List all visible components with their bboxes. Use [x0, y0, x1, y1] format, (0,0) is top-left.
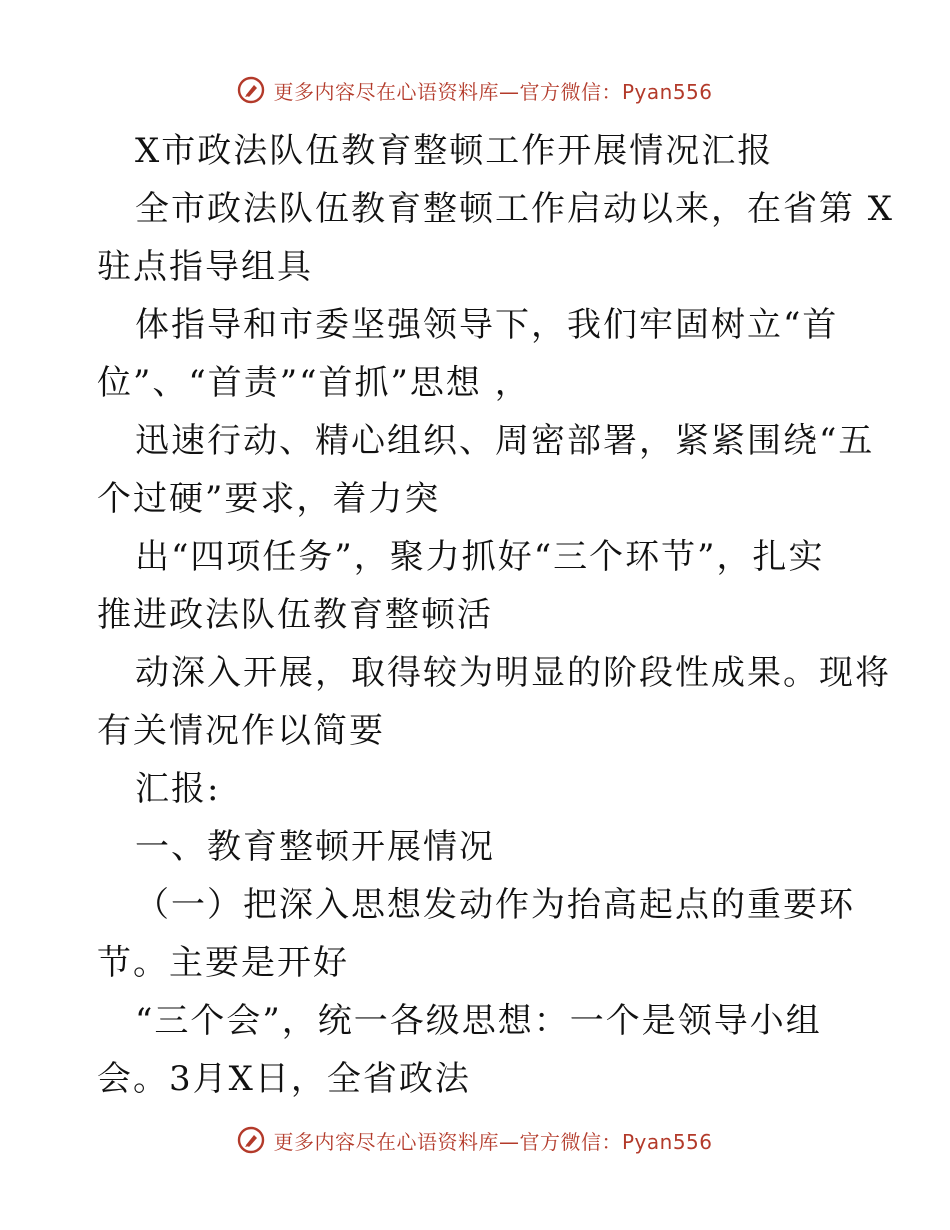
document-line: 动深入开展，取得较为明显的阶段性成果。现将	[135, 653, 891, 693]
document-line: X市政法队伍教育整顿工作开展情况汇报	[135, 131, 774, 171]
document-line: 会。3月X日，全省政法	[97, 1059, 471, 1099]
pen-nib-seal-icon	[237, 1126, 265, 1154]
document-line: “三个会”，统一各级思想：一个是领导小组	[135, 1001, 822, 1041]
watermark-banner-top	[0, 70, 950, 110]
document-line: 节。主要是开好	[97, 943, 349, 983]
document-line: 驻点指导组具	[97, 247, 313, 287]
document-line: 一、教育整顿开展情况	[135, 827, 495, 867]
pen-nib-seal-icon	[237, 76, 265, 104]
document-line: 汇报:	[135, 769, 221, 809]
wechat-id: Pyan556	[621, 79, 713, 104]
document-line: 全市政法队伍教育整顿工作启动以来，在省第 X	[135, 189, 895, 229]
document-line: 位”、“首责”“首抓”思想 ，	[97, 363, 531, 403]
document-line: 有关情况作以简要	[97, 711, 385, 751]
document-line: 出“四项任务”，聚力抓好“三个环节”，扎实	[135, 537, 825, 577]
document-line: 体指导和市委坚强领导下，我们牢固树立“首	[135, 305, 839, 345]
watermark-text: 更多内容尽在心语资料库—官方微信：Pyan556	[273, 79, 713, 104]
wechat-id: Pyan556	[621, 1129, 713, 1154]
document-line: 推进政法队伍教育整顿活	[97, 595, 493, 635]
document-line: 个过硬”要求，着力突	[97, 479, 441, 519]
document-line: （一）把深入思想发动作为抬高起点的重要环	[135, 885, 855, 925]
document-line: 迅速行动、精心组织、周密部署，紧紧围绕“五	[135, 421, 875, 461]
watermark-banner-bottom	[0, 1120, 950, 1160]
watermark-text: 更多内容尽在心语资料库—官方微信：Pyan556	[273, 1129, 713, 1154]
document-body	[97, 122, 895, 1108]
